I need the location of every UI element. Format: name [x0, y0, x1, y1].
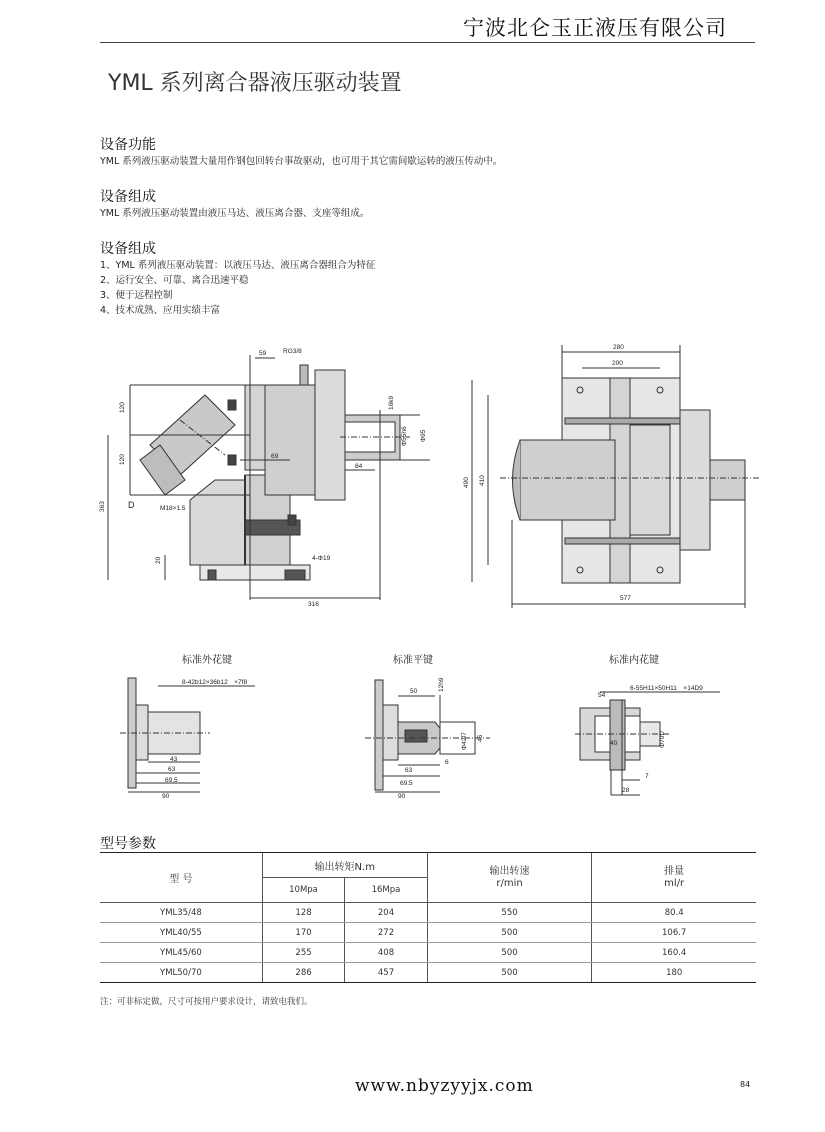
speed-unit: r/min	[496, 877, 523, 889]
dim-316: 316	[308, 601, 319, 608]
page-title: YML 系列离合器液压驱动装置	[108, 71, 402, 96]
cell-model: YML35/48	[100, 903, 262, 923]
cell-disp: 180	[592, 963, 756, 983]
cell-speed: 500	[427, 963, 592, 983]
dim-phi55: Φ55h6	[401, 426, 408, 446]
cell-t16: 272	[345, 923, 427, 943]
section-heading-features: 设备组成	[100, 241, 156, 257]
caption-flat-key: 标准平键	[393, 655, 433, 666]
dim-rg38: RG3/8	[283, 348, 302, 355]
dim-120a: 120	[119, 402, 126, 413]
flat-key-phi42: Φ42f7	[461, 732, 468, 750]
col-header-torque: 输出转矩N.m	[262, 853, 427, 878]
dim-16k9: 16k9	[388, 395, 395, 410]
feature-line-1: 1、YML 系列液压驱动装置：以液压马达、液压离合器组合为特征	[100, 260, 376, 271]
section-text-composition: YML 系列液压驱动装置由液压马达、液压离合器、支座等组成。	[100, 208, 370, 219]
col-header-model: 型 号	[100, 853, 262, 903]
cell-model: YML45/60	[100, 943, 262, 963]
dim-phi95: Φ95	[420, 429, 427, 442]
cell-t10: 128	[262, 903, 344, 923]
feature-line-2: 2、运行安全、可靠、离合迅速平稳	[100, 275, 249, 286]
dim-20: 20	[155, 556, 162, 564]
dim-m18: M18×1.5	[160, 505, 186, 512]
flat-key-detail	[365, 680, 490, 792]
section-heading-composition: 设备组成	[100, 189, 156, 205]
flat-key-50: 50	[410, 688, 418, 695]
spline-out-90: 90	[162, 793, 170, 800]
cell-disp: 106.7	[592, 923, 756, 943]
table-row	[100, 903, 756, 923]
company-name: 宁波北仑玉正液压有限公司	[463, 16, 727, 40]
dim-363: 363	[99, 501, 106, 512]
flat-key-6: 6	[445, 759, 449, 766]
caption-internal-spline: 标准内花键	[609, 655, 659, 666]
dim-577: 577	[620, 595, 631, 602]
cell-speed: 550	[427, 903, 592, 923]
col-header-speed	[427, 853, 592, 903]
cell-t10: 170	[262, 923, 344, 943]
model-parameters-table	[100, 852, 756, 983]
spline-in-54: 54	[598, 692, 606, 699]
spline-out-695: 69.5	[165, 777, 178, 784]
spline-in-28: 28	[622, 787, 630, 794]
table-row	[100, 963, 756, 983]
external-spline-detail	[120, 678, 255, 792]
disp-unit: ml/r	[664, 877, 685, 889]
section-text-function: YML 系列液压驱动装置大量用作钢包回转台事故驱动，也可用于其它需间歇运转的液压传动中。	[100, 156, 503, 167]
spline-out-43: 43	[170, 756, 178, 763]
disp-label: 排量	[664, 865, 685, 877]
flat-key-695: 69.5	[400, 780, 413, 787]
cell-model: YML50/70	[100, 963, 262, 983]
dim-69: 69	[271, 453, 279, 460]
dim-280: 280	[613, 344, 624, 351]
dim-200: 200	[612, 360, 623, 367]
flat-key-90: 90	[398, 793, 406, 800]
spline-out-spec: 8-42b12×36b12 ×7f8	[182, 679, 248, 686]
table-row	[100, 943, 756, 963]
cell-speed: 500	[427, 943, 592, 963]
cell-t16: 408	[345, 943, 427, 963]
cell-disp: 80.4	[592, 903, 756, 923]
table-note: 注：可非标定做，尺寸可按用户要求设计，请致电我们。	[100, 997, 313, 1007]
cell-disp: 160.4	[592, 943, 756, 963]
feature-line-4: 4、技术成熟、应用实绩丰富	[100, 305, 221, 316]
col-header-displacement	[592, 853, 756, 903]
dim-410: 410	[479, 475, 486, 486]
spline-in-spec: 6-55H11×50H11 ×14D9	[630, 685, 703, 692]
main-side-view	[472, 345, 760, 608]
cell-t10: 255	[262, 943, 344, 963]
cell-t16: 204	[345, 903, 427, 923]
website-link[interactable]: www.nbyzyyjx.com	[355, 1076, 534, 1096]
dim-490: 490	[463, 477, 470, 488]
page-number: 84	[740, 1080, 751, 1089]
cell-t10: 286	[262, 963, 344, 983]
spline-out-63: 63	[168, 766, 176, 773]
col-header-10mpa: 10Mpa	[262, 878, 344, 903]
flat-key-45: 45	[477, 734, 484, 742]
caption-external-spline: 标准外花键	[182, 655, 232, 666]
table-section-title: 型号参数	[100, 836, 156, 852]
col-header-16mpa: 16Mpa	[345, 878, 427, 903]
label-d: D	[128, 500, 135, 510]
cell-model: YML40/55	[100, 923, 262, 943]
spline-in-40: 40	[610, 740, 618, 747]
dim-120b: 120	[119, 454, 126, 465]
flat-key-12h9: 12h9	[438, 677, 445, 692]
dim-84: 84	[355, 463, 363, 470]
cell-speed: 500	[427, 923, 592, 943]
spline-in-phi70: Φ70f7	[659, 730, 666, 748]
table-row	[100, 923, 756, 943]
speed-label: 输出转速	[489, 865, 530, 877]
dim-59: 59	[259, 350, 267, 357]
spline-in-7: 7	[645, 773, 649, 780]
feature-line-3: 3、便于远程控制	[100, 290, 173, 301]
flat-key-63: 63	[405, 767, 413, 774]
section-heading-function: 设备功能	[100, 137, 156, 153]
cell-t16: 457	[345, 963, 427, 983]
dim-4phi19: 4-Φ19	[312, 555, 331, 562]
